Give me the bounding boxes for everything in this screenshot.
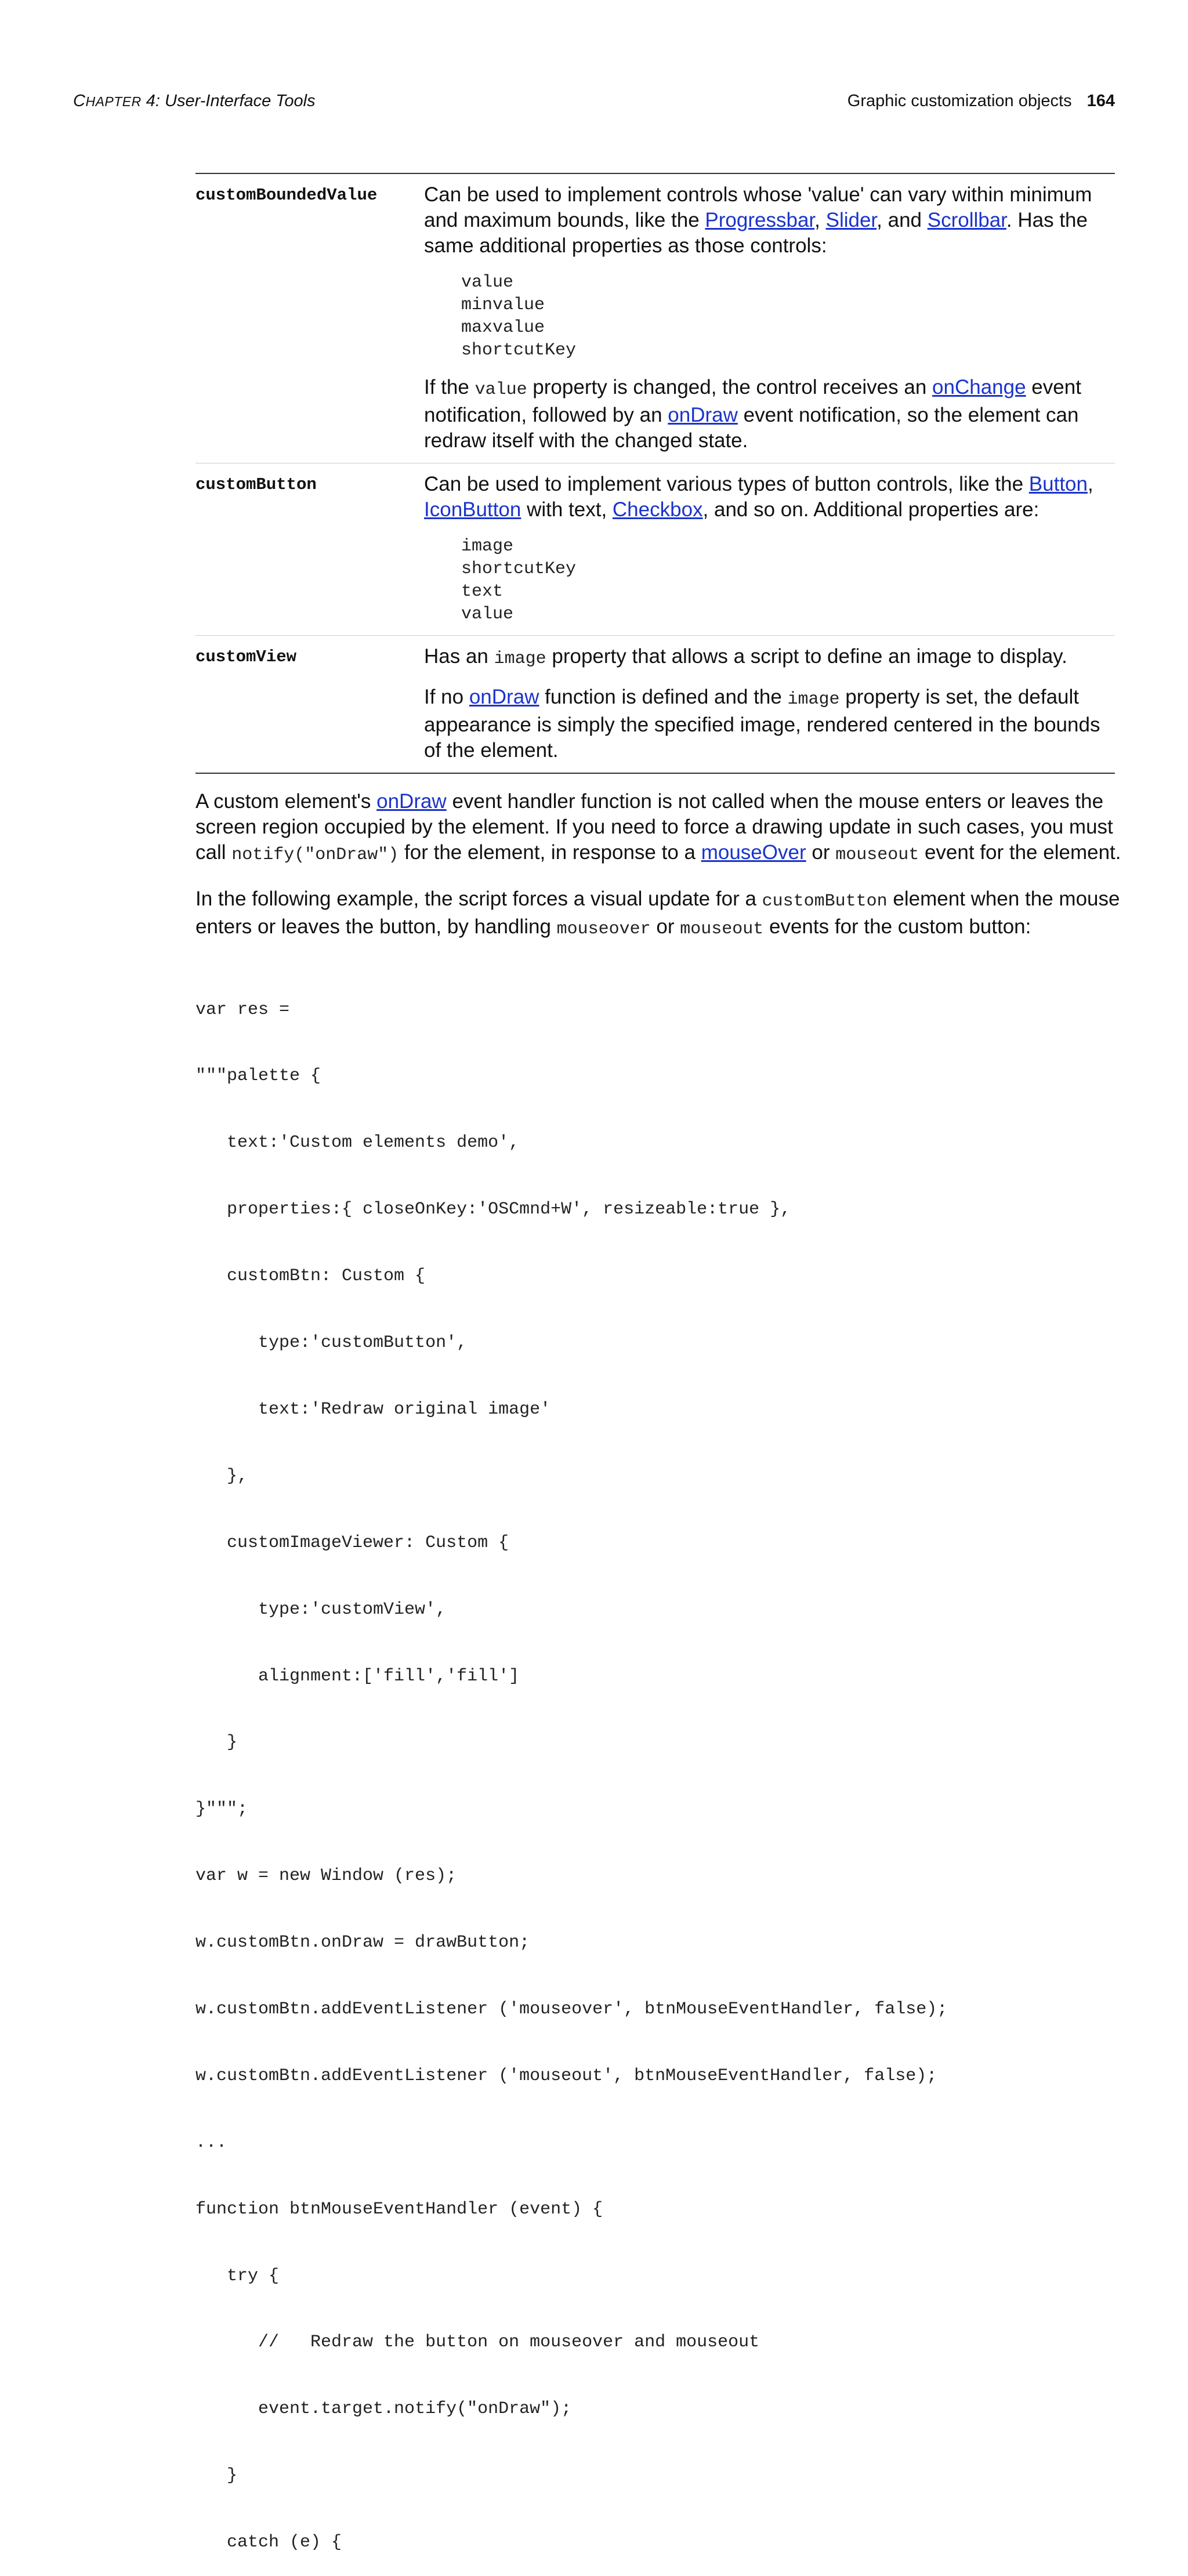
text-run: or xyxy=(806,841,836,864)
description-paragraph xyxy=(424,375,1115,454)
text-run: Can be used to implement various types of button controls, like the xyxy=(424,473,1029,495)
code-line: type:'customButton', xyxy=(195,1333,468,1353)
slider-link[interactable]: Slider xyxy=(825,209,877,231)
section-header xyxy=(847,92,1115,111)
text-run: Can be used to implement controls whose 'value' can vary within minimum and maximum bounds, like the xyxy=(424,183,1092,231)
code-line: event.target.notify("onDraw"); xyxy=(195,2399,572,2419)
table-row xyxy=(195,174,1115,463)
text-run: event notification, so the element can redraw itself with the changed state. xyxy=(424,404,1079,452)
code-line: alignment:['fill','fill'] xyxy=(195,1666,520,1686)
code-line: catch (e) { xyxy=(195,2532,342,2553)
text-run: , and xyxy=(876,209,928,231)
property-item: image xyxy=(461,537,514,556)
property-item: shortcutKey xyxy=(461,340,577,360)
inline-code: image xyxy=(787,690,840,709)
text-run: In the following example, the script forces a visual update for a xyxy=(195,887,762,910)
code-line: text:'Custom elements demo', xyxy=(195,1133,520,1153)
property-list xyxy=(461,535,1115,626)
code-example xyxy=(195,954,947,2576)
code-line: text:'Redraw original image' xyxy=(195,1399,551,1419)
inline-code: mouseover xyxy=(556,919,651,939)
code-line: w.customBtn.addEventListener ('mouseover', btnMouseEventHandler, false); xyxy=(195,1999,948,2019)
term-description xyxy=(424,644,1115,763)
table-row xyxy=(195,636,1115,773)
mouseover-link[interactable]: mouseOver xyxy=(701,841,806,864)
description-paragraph xyxy=(424,182,1115,259)
text-run: . Has the same additional properties as those controls: xyxy=(424,209,1088,257)
page-number: 164 xyxy=(1086,92,1115,110)
description-paragraph xyxy=(424,684,1115,763)
code-line: customBtn: Custom { xyxy=(195,1266,426,1287)
text-run: , xyxy=(1088,473,1093,495)
code-line: }, xyxy=(195,1466,248,1486)
code-line: var res = xyxy=(195,999,290,1020)
iconbutton-link[interactable]: IconButton xyxy=(424,498,521,521)
inline-code: image xyxy=(494,649,546,669)
text-run: A custom element's xyxy=(195,790,377,813)
progressbar-link[interactable]: Progressbar xyxy=(705,209,815,231)
code-line: type:'customView', xyxy=(195,1599,447,1619)
text-run: element when the mouse enters or leaves the button, by handling xyxy=(195,887,1120,938)
code-line: }"""; xyxy=(195,1799,248,1820)
table-row xyxy=(195,463,1115,636)
code-line: var w = new Window (res); xyxy=(195,1866,457,1886)
inline-code: mouseout xyxy=(835,845,919,865)
code-line: try { xyxy=(195,2266,280,2286)
inline-code: mouseout xyxy=(680,919,764,939)
chapter-label-cap: C xyxy=(73,92,86,110)
code-line: } xyxy=(195,2466,238,2486)
text-run: , and so on. Additional properties are: xyxy=(702,498,1040,521)
term-description xyxy=(424,182,1115,454)
description-paragraph xyxy=(424,472,1115,523)
page-header xyxy=(73,92,1115,115)
chapter-label xyxy=(73,92,316,111)
term-custom-view: customView xyxy=(195,647,297,666)
ondraw-link[interactable]: onDraw xyxy=(376,790,447,813)
code-line: """palette { xyxy=(195,1066,321,1086)
property-item: text xyxy=(461,582,504,602)
section-title: Graphic customization objects xyxy=(847,92,1072,110)
properties-table xyxy=(195,173,1115,774)
body-paragraph-example xyxy=(195,886,1124,942)
text-run: events for the custom button: xyxy=(763,915,1031,938)
code-line: function btnMouseEventHandler (event) { xyxy=(195,2199,603,2219)
text-run: with text, xyxy=(521,498,613,521)
ondraw-link[interactable]: onDraw xyxy=(668,404,738,426)
code-line: w.customBtn.onDraw = drawButton; xyxy=(195,1933,530,1953)
text-run: function is defined and the xyxy=(539,686,788,708)
text-run: property that allows a script to define an image to display. xyxy=(546,645,1067,668)
term-custom-button: customButton xyxy=(195,475,317,494)
code-line: ... xyxy=(195,2132,227,2153)
text-run: or xyxy=(650,915,680,938)
text-run: If the xyxy=(424,376,475,398)
text-run: If no xyxy=(424,686,469,708)
chapter-number: 4: User-Interface Tools xyxy=(141,92,316,110)
property-list xyxy=(461,271,1115,362)
inline-code: value xyxy=(475,380,527,400)
term-custom-bounded-value: customBoundedValue xyxy=(195,186,378,205)
text-run: , xyxy=(814,209,826,231)
text-run: event for the element. xyxy=(919,841,1121,864)
property-item: minvalue xyxy=(461,295,545,315)
property-item: value xyxy=(461,273,514,292)
button-link[interactable]: Button xyxy=(1028,473,1088,495)
inline-code: notify("onDraw") xyxy=(231,845,399,865)
text-run: for the element, in response to a xyxy=(399,841,701,864)
term-description xyxy=(424,472,1115,626)
ondraw-link[interactable]: onDraw xyxy=(469,686,539,708)
paragraph xyxy=(195,886,1124,942)
code-line: customImageViewer: Custom { xyxy=(195,1532,509,1553)
chapter-label-rest: HAPTER xyxy=(85,94,142,109)
text-run: Has an xyxy=(424,645,494,668)
scrollbar-link[interactable]: Scrollbar xyxy=(927,209,1006,231)
code-line: } xyxy=(195,1733,238,1753)
code-line: properties:{ closeOnKey:'OSCmnd+W', resizeable:true }, xyxy=(195,1200,791,1220)
code-line: // Redraw the button on mouseover and mouseout xyxy=(195,2332,760,2353)
text-run: event handler function is not called when the mouse enters or leaves the screen region occupied by the element. If you need to force a drawing update in such cases, you must call xyxy=(195,790,1113,864)
checkbox-link[interactable]: Checkbox xyxy=(612,498,703,521)
inline-code: customButton xyxy=(762,892,888,911)
text-run: property is changed, the control receives an xyxy=(527,376,933,398)
code-line: w.customBtn.addEventListener ('mouseout', btnMouseEventHandler, false); xyxy=(195,2066,937,2086)
text-run: property is set, the default appearance is simply the specified image, rendered centered in the bounds of the element. xyxy=(424,686,1100,762)
paragraph xyxy=(195,789,1124,868)
body-paragraph-ondraw xyxy=(195,789,1124,868)
property-item: maxvalue xyxy=(461,318,545,338)
onchange-link[interactable]: onChange xyxy=(932,376,1026,398)
property-item: value xyxy=(461,604,514,624)
text-run: event notification, followed by an xyxy=(424,376,1081,426)
description-paragraph xyxy=(424,644,1115,672)
property-item: shortcutKey xyxy=(461,559,577,579)
